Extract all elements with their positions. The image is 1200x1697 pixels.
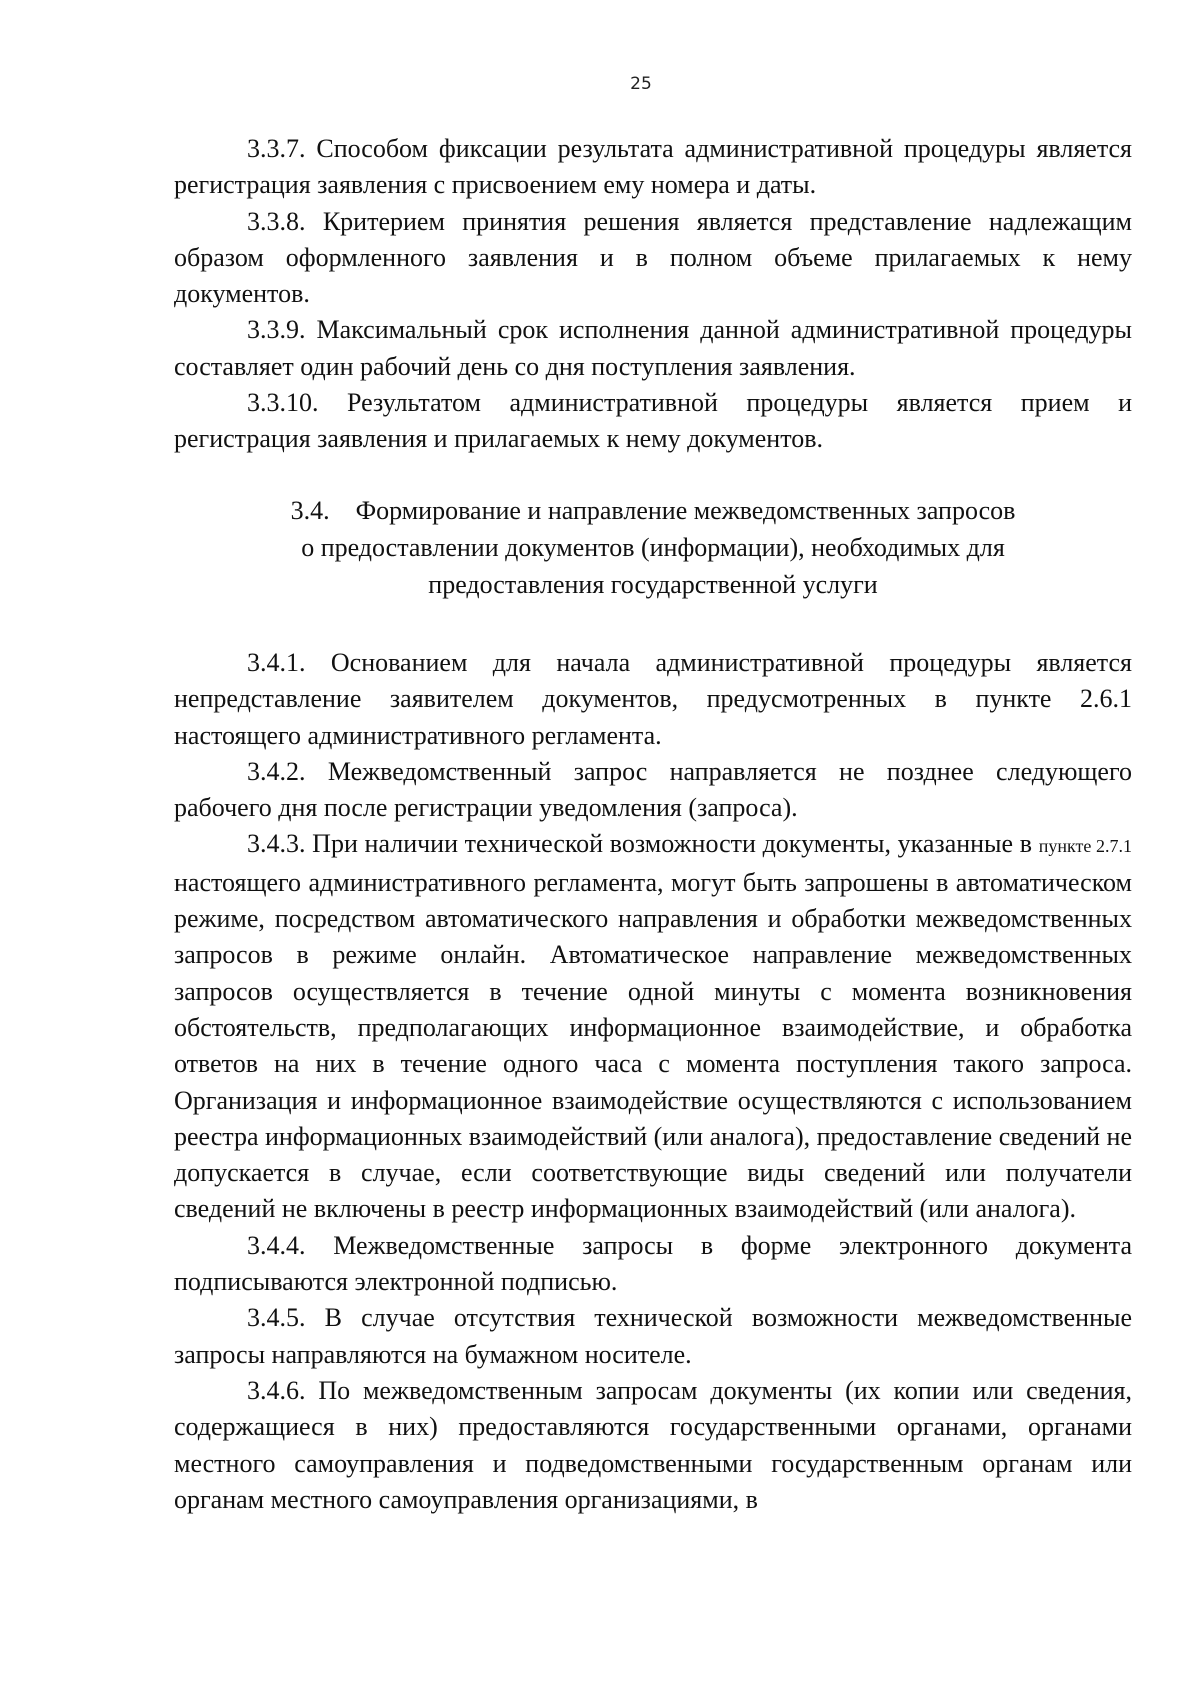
paragraph-3-4-5: 3.4.5. В случае отсутствия технической возможности межведомственные запросы направляются на бумажном носителе.: [174, 1303, 1132, 1369]
paragraph-3-4-3-start: 3.4.3. При наличии технической возможности документы, указанные в: [247, 829, 1033, 859]
heading-line-2: о предоставлении документов (информации), необходимых для: [301, 533, 1005, 562]
section-3-4-heading: [174, 492, 1132, 603]
paragraph-3-3-9: 3.3.9. Максимальный срок исполнения данной административной процедуры составляет один рабочий день со дня поступления заявления.: [174, 315, 1132, 381]
paragraph-3-4-1: 3.4.1. Основанием для начала административной процедуры является непредставление заявителем документов, предусмотренных в пункте 2.6.1 настоящего административного регламента.: [174, 648, 1132, 750]
paragraph-3-4-3-rest: настоящего административного регламента, могут быть запрошены в автоматическом режиме, посредством автоматического направления и обработки межведомственных запросов в режиме онлайн. Автоматическое направление межведомственных запросов осуществляется в течение одной минуты с момента возникновения обстоятельств, предполагающих информационное взаимодействие, и обработка ответов на них в течение одного часа с момента поступления такого запроса. Организация и информационное взаимодействие осуществляются с использованием реестра информационных взаимодействий (или аналога), предоставление сведений не допускается в случае, если соответствующие виды сведений или получатели сведений не включены в реестр информационных взаимодействий (или аналога).: [174, 867, 1133, 1224]
paragraph-3-4-3: [174, 826, 1132, 1227]
section-3-3-paragraphs: [174, 131, 1132, 458]
paragraph-3-4-4: 3.4.4. Межведомственные запросы в форме электронного документа подписываются электронной подписью.: [174, 1230, 1132, 1297]
paragraph-3-4-3-small-reference: пункте 2.7.1: [1038, 836, 1132, 857]
paragraph-3-3-7: 3.3.7. Способом фиксации результата административной процедуры является регистрация заявления с присвоением ему номера и даты.: [174, 134, 1132, 200]
paragraph-3-3-10: 3.3.10. Результатом административной процедуры является прием и регистрация заявления и прилагаемых к нему документов.: [174, 388, 1132, 454]
page-number: 25: [630, 74, 652, 94]
section-3-4-paragraphs: [174, 645, 1132, 1518]
heading-line-1: 3.4. Формирование и направление межведомственных запросов: [290, 496, 1016, 525]
paragraph-3-3-8: 3.3.8. Критерием принятия решения является представление надлежащим образом оформленного заявления и в полном объеме прилагаемых к нему документов.: [174, 206, 1132, 309]
heading-line-3: предоставления государственной услуги: [428, 570, 878, 599]
paragraph-3-4-2: 3.4.2. Межведомственный запрос направляется не позднее следующего рабочего дня после регистрации уведомления (запроса).: [174, 756, 1132, 823]
paragraph-3-4-6: 3.4.6. По межведомственным запросам документы (их копии или сведения, содержащиеся в них) предоставляются государственными органами, органами местного самоуправления и подведомственными государственным органам или органам местного самоуправления организациями, в: [174, 1375, 1132, 1514]
